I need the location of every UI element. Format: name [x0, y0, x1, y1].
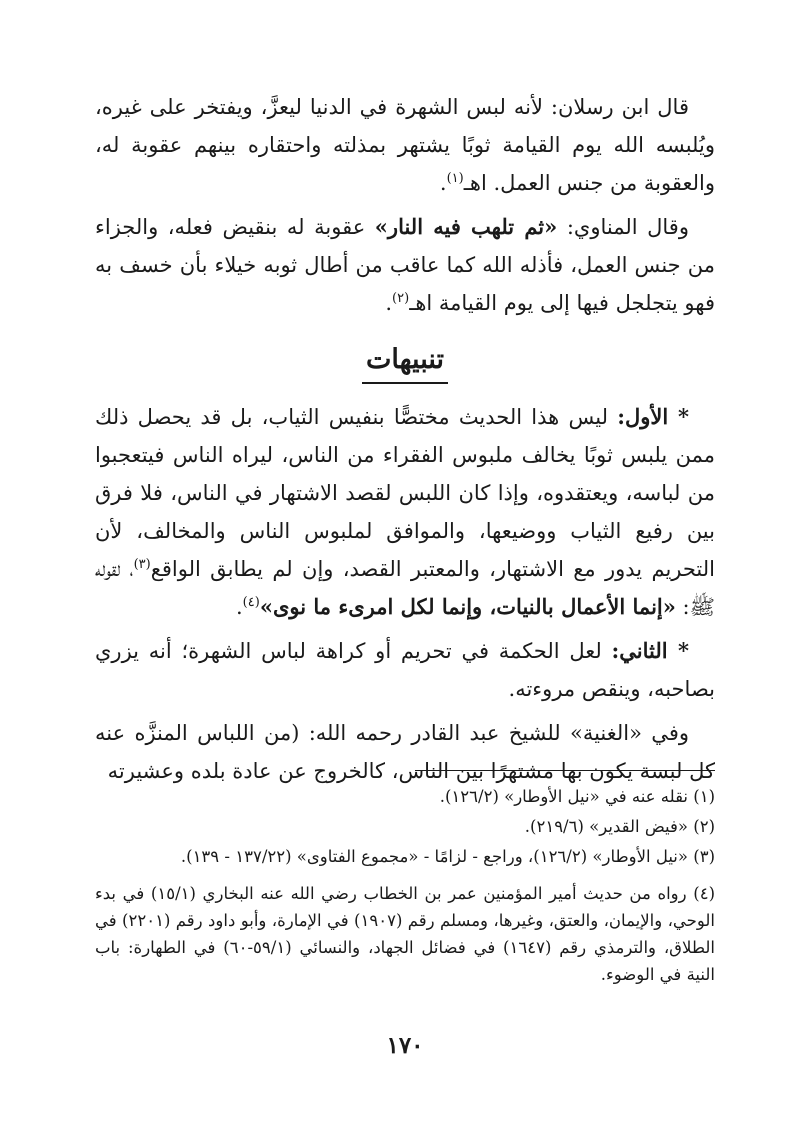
- footnote-1: (١) نقله عنه في «نيل الأوطار» (١٢٦/٢).: [439, 787, 715, 806]
- footnote-4: (٤) رواه من حديث أمير المؤمنين عمر بن الخطاب رضي الله عنه البخاري (١٥/١) في بدء الوحي، والإيمان، والعتق، وغيرها، ومسلم رقم (١٩٠٧) في الإمارة، وأبو داود رقم (٢٢٠١) في الطلاق، والترمذي رقم (١٦٤٧) في فضائل الجهاد، والنسائي (٥٩/١-٦٠) في الطهارة: باب النية في الوضوء.: [95, 884, 715, 984]
- footnote-ref-3[interactable]: (٣): [133, 557, 151, 572]
- page-number: ١٧٠: [386, 1032, 424, 1059]
- first-note-label: * الأول:: [617, 404, 689, 429]
- paragraph-ibn-raslan: قال ابن رسلان: لأنه لبس الشهرة في الدنيا ليعزَّ، ويفتخر على غيره، ويُلبسه الله يوم القيامة ثوبًا يشتهر بمذلته واحتقاره بينهم عقوبة له، والعقوبة من جنس العمل. اهـ$^{(١)}$.: [95, 95, 715, 195]
- footnote-ref-4[interactable]: (٤): [242, 595, 260, 610]
- footnote-3: (٣) «نيل الأوطار» (١٢٦/٢)، وراجع - لزامًا - «مجموع الفتاوى» (١٣٧/٢٢ - ١٣٩).: [180, 847, 715, 866]
- footnote-ref-1[interactable]: (١): [446, 171, 464, 186]
- section-heading: تنبيهات: [95, 340, 715, 384]
- hadith-quote: «ثم تلهب فيه النار»: [374, 214, 558, 239]
- paragraph-second-note: * الثاني: لعل الحكمة في تحريم أو كراهة لباس الشهرة؛ أنه يزري بصاحبه، وينقص مروءته.: [95, 638, 715, 701]
- footnote-divider: [415, 770, 715, 771]
- footnotes: [95, 783, 715, 991]
- hadith-niyyat-quote: «إنما الأعمال بالنيات، وإنما لكل امرىء ما نوى»: [259, 594, 676, 619]
- footnote-ref-2[interactable]: (٢): [392, 291, 410, 306]
- main-text: [95, 88, 715, 796]
- paragraph-first-note: * الأول: ليس هذا الحديث مختصًّا بنفيس الثياب، بل قد يحصل ذلك ممن يلبس ثوبًا يخالف ملبوس الفقراء من الناس، ليراه الناس فيتعجبوا من لباسه، ويعتقدوه، وإذا كان اللبس لقصد الاشتهار في الناس، فلا فرق بين رفيع الثياب ووضيعها، والموافق لملبوس الناس والمخالف، لأن التحريم يدور مع الاشتهار، والمعتبر القصد، وإن لم يطابق الواقع$^{(٣)}$، لقوله ﷺ: «إنما الأعمال بالنيات، وإنما لكل امرىء ما نوى»$^{(٤)}$.: [95, 404, 715, 619]
- paragraph-ghunya: وفي «الغنية» للشيخ عبد القادر رحمه الله: (من اللباس المنزَّه عنه كل لبسة يكون بها مشتهرًا بين الناس، كالخروج عن عادة بلده وعشيرته: [95, 721, 715, 783]
- paragraph-munawi: وقال المناوي: «ثم تلهب فيه النار» عقوبة له بنقيض فعله، والجزاء من جنس العمل، فأذله الله كما عاقب من أطال ثوبه خيلاء بأن خسف به فهو يتجلجل فيها إلى يوم القيامة اهـ$^{(٢)}$.: [95, 214, 715, 315]
- footnote-2: (٢) «فيض القدير» (٢١٩/٦).: [524, 817, 715, 836]
- second-note-label: * الثاني:: [611, 638, 689, 663]
